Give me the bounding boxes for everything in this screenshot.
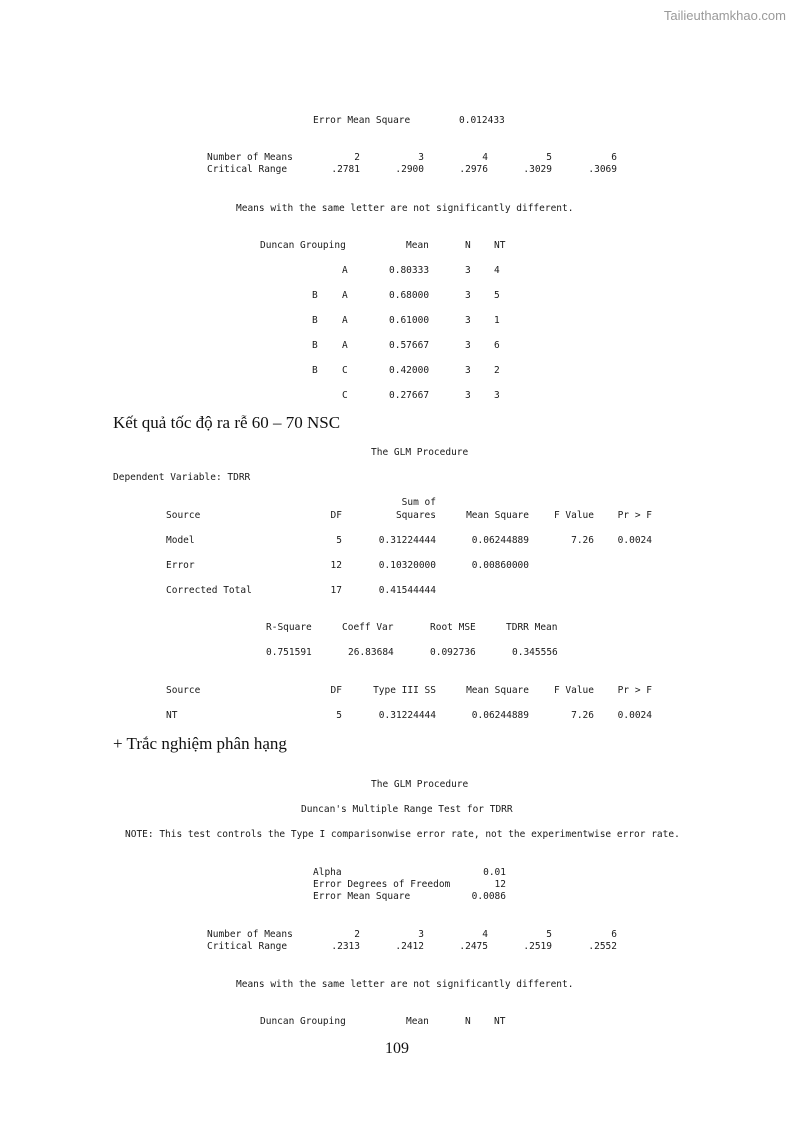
header-pr-f: Pr > F <box>617 510 652 521</box>
same-letter-note: Means with the same letter are not significantly different. <box>236 979 574 990</box>
type3-f: 7.26 <box>571 710 594 721</box>
param-label-error-df: Error Degrees of Freedom <box>313 879 451 890</box>
means-cell: 4 <box>482 152 488 163</box>
header-df: DF <box>330 510 342 521</box>
fit-header-coeff-var: Coeff Var <box>342 622 394 633</box>
means-cell: 2 <box>354 929 360 940</box>
row-mean: 0.57667 <box>389 340 430 351</box>
fit-header-r-square: R-Square <box>266 622 312 633</box>
anova-ms: 0.06244889 <box>471 535 529 546</box>
param-label-error-ms: Error Mean Square <box>313 891 411 902</box>
critical-cell: .2976 <box>459 164 488 175</box>
anova-df: 5 <box>336 535 342 546</box>
critical-range-label: Critical Range <box>207 941 288 952</box>
fit-value-coeff-var: 26.83684 <box>348 647 394 658</box>
group-letter-1: B <box>312 365 318 376</box>
row-n: 3 <box>465 315 471 326</box>
row-mean: 0.42000 <box>389 365 430 376</box>
anova-source: Model <box>166 535 195 546</box>
header-duncan-grouping: Duncan Grouping <box>260 1016 346 1027</box>
fit-value-root-mse: 0.092736 <box>430 647 476 658</box>
error-mean-square-value: 0.012433 <box>459 115 505 126</box>
means-cell: 2 <box>354 152 360 163</box>
duncan-subtitle: Duncan's Multiple Range Test for TDRR <box>301 804 513 815</box>
param-value-alpha: 0.01 <box>483 867 506 878</box>
row-n: 3 <box>465 340 471 351</box>
number-of-means-label: Number of Means <box>207 152 293 163</box>
group-letter-1: B <box>312 315 318 326</box>
header-duncan-grouping: Duncan Grouping <box>260 240 346 251</box>
row-mean: 0.27667 <box>389 390 430 401</box>
group-letter-2: C <box>342 390 348 401</box>
anova-source: Error <box>166 560 195 571</box>
header-n: N <box>465 240 471 251</box>
critical-cell: .3029 <box>523 164 552 175</box>
anova-f: 7.26 <box>571 535 594 546</box>
page-number: 109 <box>385 1040 409 1057</box>
fit-value-tdrr-mean: 0.345556 <box>512 647 558 658</box>
duncan-note: NOTE: This test controls the Type I comparisonwise error rate, not the experimentwise error rate. <box>125 829 680 840</box>
type3-header-f: F Value <box>553 685 594 696</box>
dependent-variable: Dependent Variable: TDRR <box>113 472 251 483</box>
anova-source: Corrected Total <box>166 585 252 596</box>
param-label-alpha: Alpha <box>313 867 342 878</box>
row-n: 3 <box>465 390 471 401</box>
fit-header-tdrr-mean: TDRR Mean <box>506 622 558 633</box>
duncan-glm-title: The GLM Procedure <box>371 779 469 790</box>
same-letter-note: Means with the same letter are not significantly different. <box>236 203 574 214</box>
header-mean: Mean <box>406 1016 429 1027</box>
means-cell: 6 <box>611 152 617 163</box>
anova-df: 17 <box>330 585 342 596</box>
group-letter-2: A <box>342 265 348 276</box>
anova-ss: 0.41544444 <box>378 585 436 596</box>
header-source: Source <box>166 510 201 521</box>
critical-cell: .3069 <box>588 164 617 175</box>
watermark: Tailieuthamkhao.com <box>663 8 786 23</box>
critical-cell: .2313 <box>331 941 360 952</box>
error-mean-square-label: Error Mean Square <box>313 115 411 126</box>
critical-cell: .2475 <box>459 941 488 952</box>
header-mean: Mean <box>406 240 429 251</box>
type3-p: 0.0024 <box>617 710 652 721</box>
critical-cell: .2519 <box>523 941 552 952</box>
type3-header-ms: Mean Square <box>466 685 529 696</box>
row-nt: 5 <box>494 290 500 301</box>
anova-df: 12 <box>330 560 342 571</box>
row-nt: 6 <box>494 340 500 351</box>
section-heading-ranking-test: + Trắc nghiệm phân hạng <box>113 734 287 753</box>
type3-header-df: DF <box>330 685 342 696</box>
param-value-error-ms: 0.0086 <box>471 891 506 902</box>
anova-ss: 0.10320000 <box>378 560 436 571</box>
row-nt: 4 <box>494 265 500 276</box>
means-cell: 4 <box>482 929 488 940</box>
type3-source: NT <box>166 710 178 721</box>
means-cell: 3 <box>418 152 424 163</box>
glm-title: The GLM Procedure <box>371 447 469 458</box>
row-mean: 0.61000 <box>389 315 430 326</box>
group-letter-1: B <box>312 340 318 351</box>
row-mean: 0.68000 <box>389 290 430 301</box>
type3-header-p: Pr > F <box>617 685 652 696</box>
row-mean: 0.80333 <box>389 265 430 276</box>
type3-header-source: Source <box>166 685 201 696</box>
group-letter-2: A <box>342 290 348 301</box>
row-n: 3 <box>465 265 471 276</box>
means-cell: 6 <box>611 929 617 940</box>
param-value-error-df: 12 <box>494 879 506 890</box>
row-nt: 2 <box>494 365 500 376</box>
group-letter-2: A <box>342 340 348 351</box>
critical-cell: .2900 <box>395 164 424 175</box>
means-cell: 3 <box>418 929 424 940</box>
anova-p: 0.0024 <box>617 535 652 546</box>
group-letter-2: C <box>342 365 348 376</box>
critical-range-label: Critical Range <box>207 164 288 175</box>
number-of-means-label: Number of Means <box>207 929 293 940</box>
type3-ms: 0.06244889 <box>471 710 529 721</box>
group-letter-1: B <box>312 290 318 301</box>
row-nt: 3 <box>494 390 500 401</box>
header-n: N <box>465 1016 471 1027</box>
header-squares: Squares <box>395 510 436 521</box>
type3-header-ss: Type III SS <box>373 685 436 696</box>
anova-ss: 0.31224444 <box>378 535 436 546</box>
means-cell: 5 <box>546 152 552 163</box>
header-f-value: F Value <box>553 510 594 521</box>
type3-ss: 0.31224444 <box>378 710 436 721</box>
header-mean-square: Mean Square <box>466 510 529 521</box>
row-n: 3 <box>465 365 471 376</box>
fit-value-r-square: 0.751591 <box>266 647 312 658</box>
type3-df: 5 <box>336 710 342 721</box>
critical-cell: .2412 <box>395 941 424 952</box>
critical-cell: .2781 <box>331 164 360 175</box>
header-nt: NT <box>494 240 506 251</box>
critical-cell: .2552 <box>588 941 617 952</box>
header-nt: NT <box>494 1016 506 1027</box>
group-letter-2: A <box>342 315 348 326</box>
row-nt: 1 <box>494 315 500 326</box>
header-sum-of: Sum of <box>401 497 436 508</box>
row-n: 3 <box>465 290 471 301</box>
means-cell: 5 <box>546 929 552 940</box>
section-heading-root-speed: Kết quả tốc độ ra rễ 60 – 70 NSC <box>113 413 341 432</box>
anova-ms: 0.00860000 <box>471 560 529 571</box>
fit-header-root-mse: Root MSE <box>430 622 476 633</box>
